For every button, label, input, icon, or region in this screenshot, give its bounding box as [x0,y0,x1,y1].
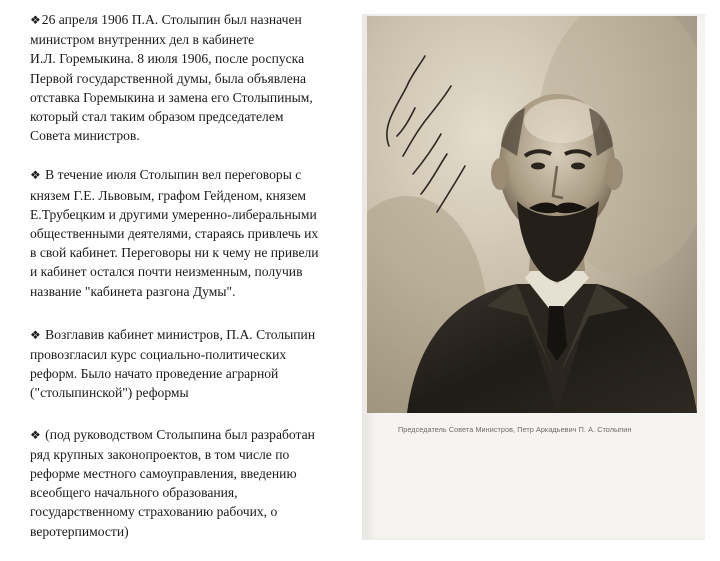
paragraph-line: общественными деятелями, стараясь привлечь их [30,226,319,242]
paragraph-4 [30,425,375,541]
bullet-icon: ❖ [30,168,41,183]
paragraph-line: отставка Горемыкина и замена его Столыпиным, [30,89,313,105]
paragraph-line: который стал таким образом председателем [30,109,284,125]
portrait-image [367,16,697,413]
paragraph-line: Е.Трубецким и другими умеренно-либеральными [30,206,317,222]
paragraph-line: (под руководством Столыпина был разработан [41,426,315,442]
bullet-icon: ❖ [30,327,41,342]
paragraph-line: князем Г.Е. Львовым, графом Гейденом, князем [30,187,307,203]
paragraph-line: ("столыпинской") реформы [30,385,189,401]
paragraph-line: государственному страхованию рабочих, о [30,504,278,520]
paragraph-line: министром внутренних дел в кабинете [30,32,255,48]
paragraph-line: реформ. Было начато проведение аграрной [30,366,279,382]
paragraph-line: провозгласил курс социально-политических [30,347,287,363]
portrait-photo [367,16,697,413]
paragraph-line: Совета министров. [30,128,140,144]
paragraph-line: И.Л. Горемыкина. 8 июля 1906, после роспуска [30,51,305,67]
bullet-icon: ❖ [30,13,41,27]
text-column [30,10,375,561]
bullet-icon: ❖ [30,427,41,442]
paragraph-1 [30,10,375,145]
paragraph-line: Возглавив кабинет министров, П.А. Столыпин [41,326,316,342]
paragraph-line: Первой государственной думы, была объявлена [30,70,307,86]
paragraph-2 [30,165,375,300]
paragraph-line: название "кабинета разгона Думы". [30,283,236,299]
paragraph-line: и кабинет остался почти неизменным, получив [30,264,303,280]
paragraph-line: веротерпимости) [30,523,129,539]
paragraph-3 [30,325,375,403]
photo-caption: Председатель Совета Министров, Петр Аркадьевич П. А. Столыпин [398,425,632,434]
paragraph-line: в свой кабинет. Переговоры ни к чему не привели [30,245,319,261]
paragraph-line: реформе местного самоуправления, введению [30,466,297,482]
paragraph-line: В течение июля Столыпин вел переговоры с [41,167,302,183]
paragraph-line: ряд крупных законопроектов, в том числе по [30,446,290,462]
paragraph-line: всеобщего начального образования, [30,485,238,501]
paragraph-line: 26 апреля 1906 П.А. Столыпин был назначен [41,12,302,27]
